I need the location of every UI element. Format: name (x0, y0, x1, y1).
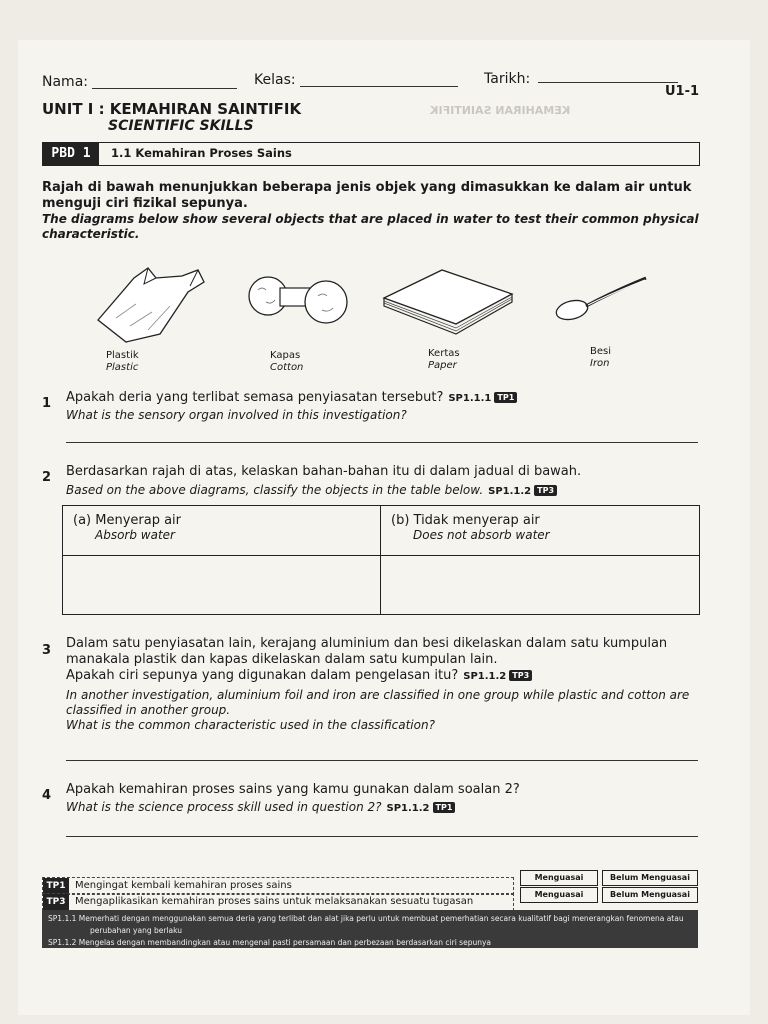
tp1-tag: TP1 (43, 878, 69, 894)
pbd-badge: PBD 1 (43, 143, 99, 165)
name-label: Nama: (42, 74, 88, 90)
unit-title: UNIT I : KEMAHIRAN SAINTIFIK (42, 100, 302, 118)
object-label-plastic: Plastik Plastic (106, 350, 139, 373)
question-3-ms: Dalam satu penyiasatan lain, kerajang aluminium dan besi dikelaskan dalam satu kumpulan manakala plastik dan kapas dikelaskan dalam satu kumpulan lain. Apakah ciri sepunya yang digunakan dalam pengelasan itu? SP1.1.2 TP3 (66, 636, 668, 683)
answer-line-3[interactable] (66, 760, 698, 761)
class-label: Kelas: (254, 72, 296, 88)
sp111-text: SP1.1.1 Memerhati dengan menggunakan semua deria yang terlibat dan alat jika perlu untuk membuat pemerhatian secara kualitatif bagi menerangkan fenomena atau (48, 914, 684, 923)
sp112-text: SP1.1.2 Mengelas dengan membandingkan atau mengenal pasti persamaan dan perbezaan berdasarkan ciri sepunya (48, 938, 491, 947)
question-2-en: Based on the above diagrams, classify the objects in the table below. SP1.1.2 TP3 (66, 483, 557, 499)
question-1-ms: Apakah deria yang terlibat semasa penyiasatan tersebut? SP1.1.1 TP1 (66, 390, 517, 407)
class-field[interactable] (300, 86, 458, 87)
unit-subtitle: SCIENTIFIC SKILLS (108, 118, 254, 134)
question-number: 4 (42, 788, 52, 803)
bleed-through-text: KEMAHIRAN SAINTIFIK (430, 104, 571, 117)
tp3-menguasai-checkbox[interactable]: Menguasai (520, 887, 598, 903)
table-header-not-absorb: (b) Tidak menyerap air Does not absorb water (381, 506, 700, 556)
date-field[interactable] (538, 82, 678, 83)
tp3-tag: TP3 (43, 894, 69, 910)
pbd-title: 1.1 Kemahiran Proses Sains (111, 146, 292, 160)
cotton-icon (244, 272, 354, 328)
answer-cell-not-absorb[interactable] (381, 556, 700, 615)
pbd-header-bar (42, 142, 700, 166)
intro-text-en: The diagrams below show several objects that are placed in water to test their common physical characteristic. (42, 212, 699, 241)
tp1-menguasai-checkbox[interactable]: Menguasai (520, 870, 598, 886)
question-2-ms: Berdasarkan rajah di atas, kelaskan bahan-bahan itu di dalam jadual di bawah. (66, 464, 582, 479)
answer-cell-absorb[interactable] (63, 556, 381, 615)
tp3-row (42, 893, 514, 911)
sp111-continuation: perubahan yang berlaku (90, 926, 182, 935)
intro-text-ms: Rajah di bawah menunjukkan beberapa jenis objek yang dimasukkan ke dalam air untuk menguji ciri fizikal sepunya. (42, 180, 692, 211)
answer-line-4[interactable] (66, 836, 698, 837)
question-4-en: What is the science process skill used in question 2? SP1.1.2 TP1 (66, 800, 455, 816)
sp-descriptor-bar (42, 910, 698, 948)
tp1-description: Mengingat kembali kemahiran proses sains (75, 880, 292, 891)
object-label-iron: Besi Iron (590, 346, 612, 369)
unit-code: U1-1 (665, 84, 700, 99)
tp3-belum-menguasai-checkbox[interactable]: Belum Menguasai (602, 887, 698, 903)
tp1-belum-menguasai-checkbox[interactable]: Belum Menguasai (602, 870, 698, 886)
question-4-ms: Apakah kemahiran proses sains yang kamu gunakan dalam soalan 2? (66, 782, 520, 797)
plastic-bag-icon (86, 256, 216, 346)
paper-stack-icon (378, 264, 518, 340)
question-number: 1 (42, 396, 52, 411)
answer-line-1[interactable] (66, 442, 698, 443)
classification-table (62, 505, 700, 615)
question-1-en: What is the sensory organ involved in this investigation? (66, 408, 407, 422)
question-3-en: In another investigation, aluminium foil and iron are classified in one group while plastic and cotton are classified in another group. What is the common characteristic used in the classification? (66, 688, 690, 732)
tp3-description: Mengaplikasikan kemahiran proses sains untuk melaksanakan sesuatu tugasan (75, 896, 474, 907)
table-header-absorb: (a) Menyerap air Absorb water (63, 506, 381, 556)
object-label-paper: Kertas Paper (428, 348, 460, 371)
spoon-icon (552, 272, 652, 326)
question-number: 3 (42, 643, 52, 658)
date-label: Tarikh: (484, 71, 531, 87)
name-field[interactable] (92, 88, 237, 89)
question-number: 2 (42, 470, 52, 485)
object-label-cotton: Kapas Cotton (270, 350, 304, 373)
